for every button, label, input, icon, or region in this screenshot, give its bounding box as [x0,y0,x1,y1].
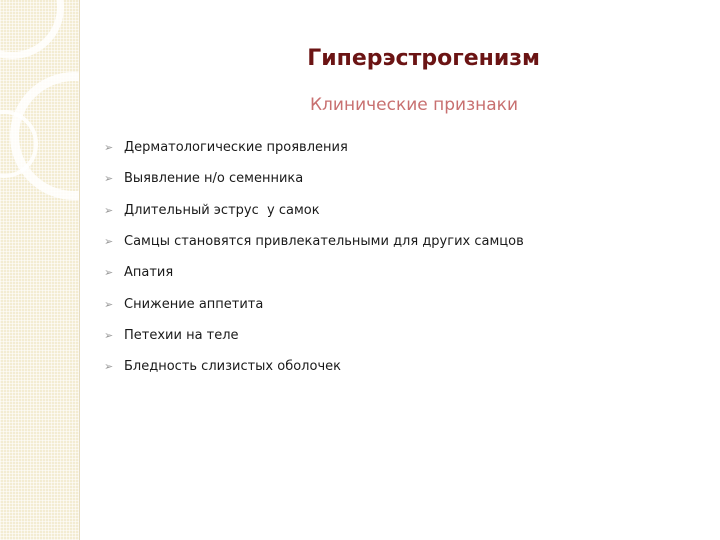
arrow-bullet-icon: ➢ [104,203,114,217]
bullet-text: Дерматологические проявления [124,140,348,156]
bullet-item [104,226,524,257]
decorative-side-band [0,0,80,540]
arrow-bullet-icon: ➢ [104,360,114,374]
bullet-text: Петехии на теле [124,327,239,343]
bullet-item [104,320,524,351]
bullet-text: Апатия [124,265,174,281]
bullet-item [104,288,524,319]
bullet-list [104,132,524,382]
arrow-bullet-icon: ➢ [104,235,114,249]
slide-subtitle: Клинические признаки [309,95,518,115]
bullet-item [104,195,524,226]
bullet-item [104,132,524,163]
decorative-ring [0,0,64,59]
bullet-item [104,257,524,288]
arrow-bullet-icon: ➢ [104,328,114,342]
bullet-item [104,351,524,382]
bullet-text: Выявление н/о семенника [124,171,304,187]
bullet-item [104,163,524,194]
bullet-text: Самцы становятся привлекательными для других самцов [124,234,524,250]
arrow-bullet-icon: ➢ [104,297,114,311]
bullet-text: Длительный эструс у самок [124,202,320,218]
arrow-bullet-icon: ➢ [104,141,114,155]
slide-title: Гиперэстрогенизм [307,46,540,71]
bullet-text: Снижение аппетита [124,296,264,312]
arrow-bullet-icon: ➢ [104,266,114,280]
bullet-text: Бледность слизистых оболочек [124,359,341,375]
arrow-bullet-icon: ➢ [104,172,114,186]
